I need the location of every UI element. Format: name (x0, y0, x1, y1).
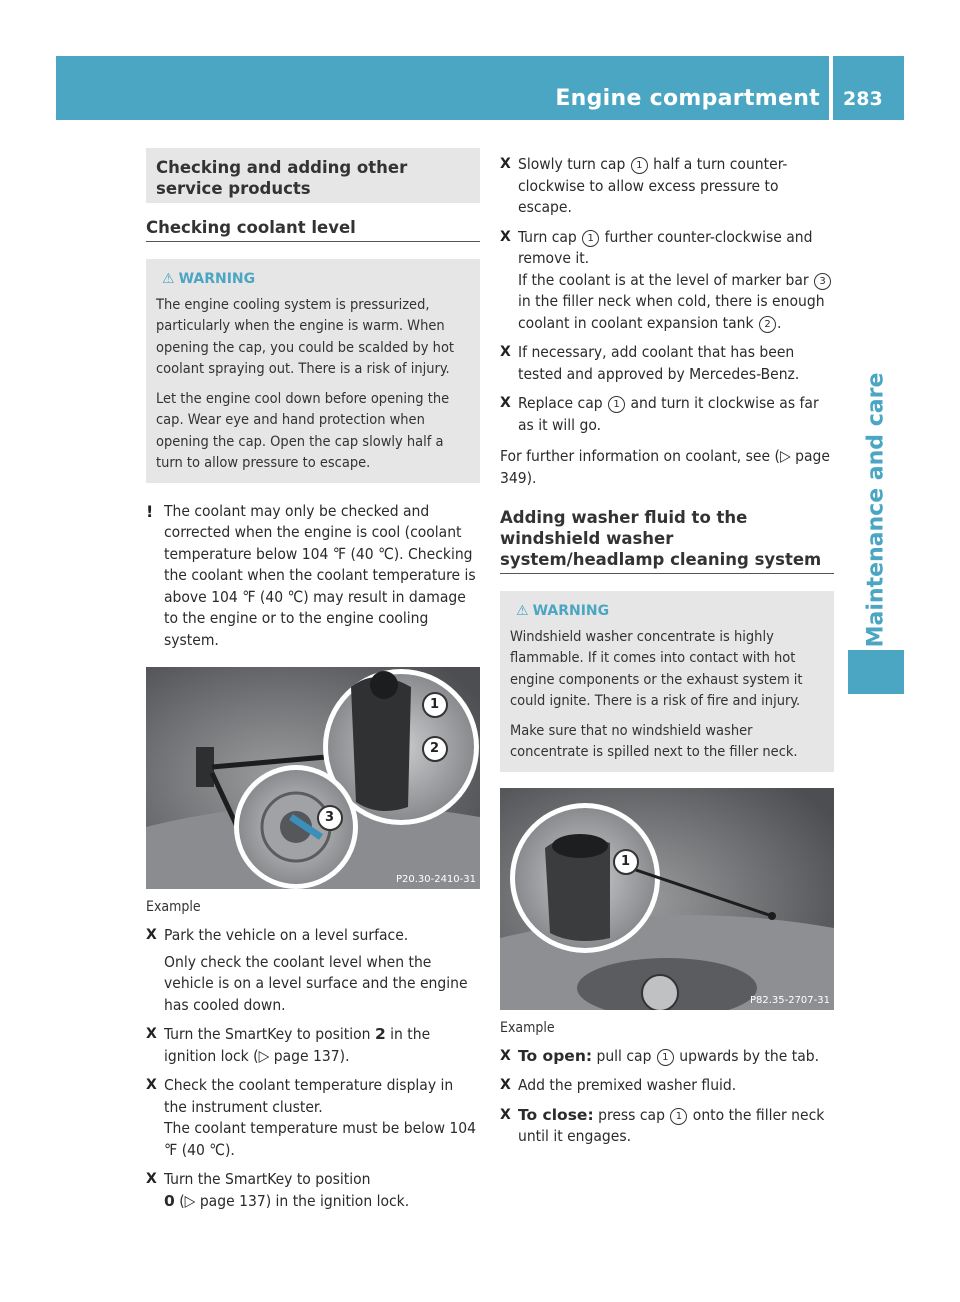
side-tab-label: Maintenance and care (863, 372, 889, 648)
warning-triangle-icon: ⚠ (162, 271, 175, 287)
warning-box-washer (500, 591, 834, 772)
chapter-title: Engine compartment (555, 86, 820, 111)
step-arrow-icon: X (500, 395, 511, 411)
step-arrow-icon: X (500, 1077, 511, 1093)
warning-box-coolant (146, 259, 480, 483)
step-arrow-icon: X (146, 1026, 157, 1042)
step-arrow-icon: X (500, 1106, 511, 1123)
warning-text-2: Let the engine cool down before opening the cap. Wear eye and hand protection when opening the cap. Open the cap slowly half a turn to allow pressure to escape. (156, 390, 450, 471)
step-arrow-icon: X (500, 156, 511, 172)
step-arrow-icon: X (500, 344, 511, 360)
exclamation-icon: ! (146, 501, 154, 521)
engine-photo-washer (500, 788, 834, 1010)
figure-caption: Example (500, 1019, 555, 1036)
step-check-display: X Check the coolant temperature display in the instrument cluster. The coolant temperature must be below 104 ℉ (40 ℃). (146, 1076, 477, 1159)
step-turn-cap-half: X Slowly turn cap 1 half a turn counter-clockwise to allow excess pressure to escape. (500, 155, 788, 216)
left-column (146, 148, 480, 1212)
figure-coolant (146, 667, 480, 889)
warning-text-1: Windshield washer concentrate is highly flammable. If it comes into contact with hot engine components or the exhaust system it could ignite. There is a risk of fire and injury. (510, 628, 803, 709)
step-arrow-icon: X (500, 228, 511, 245)
callout-2: 2 (430, 741, 440, 756)
step-arrow-icon: X (500, 1047, 511, 1064)
callout-1: 1 (430, 697, 440, 712)
step-arrow-icon: X (146, 1077, 157, 1093)
subheading-coolant: Checking coolant level (146, 217, 480, 242)
step-open-cap: X To open: pull cap 1 upwards by the tab. (500, 1046, 834, 1068)
step-arrow-icon: X (146, 927, 157, 943)
subheading-washer: Adding washer fluid to the windshield washer system/headlamp cleaning system (500, 507, 834, 574)
warning-label: WARNING (178, 271, 256, 287)
side-tab (848, 370, 904, 650)
step-park: X Park the vehicle on a level surface. Only check the coolant level when the vehicle is on a level surface and the engine has cooled down. (146, 926, 468, 1014)
warning-text-1: The engine cooling system is pressurized, particularly when the engine is warm. When opening the cap, you could be scalded by hot coolant spraying out. There is a risk of injury. (156, 296, 455, 377)
figure-code: P20.30-2410-31 (395, 874, 476, 885)
step-smartkey-2: X Turn the SmartKey to position 2 in the ignition lock (▷ page 137). (146, 1025, 431, 1065)
section-title: Checking and adding other service products (146, 148, 480, 203)
step-add-coolant: X If necessary, add coolant that has been tested and approved by Mercedes-Benz. (500, 343, 800, 383)
callout-1-ref: 1 (631, 157, 648, 174)
step-smartkey-0: X Turn the SmartKey to position 0 (▷ page 137) in the ignition lock. (146, 1170, 410, 1210)
warning-text-2: Make sure that no windshield washer concentrate is spilled next to the filler neck. (510, 722, 798, 760)
header-separator (829, 56, 833, 120)
callout-3: 3 (325, 810, 335, 825)
figure-code: P82.35-2707-31 (749, 994, 830, 1006)
step-add-washer-fluid: X Add the premixed washer fluid. (500, 1075, 834, 1097)
step-arrow-icon: X (146, 1171, 157, 1187)
note (146, 501, 480, 652)
further-info: For further information on coolant, see (▷ page 349). (500, 447, 830, 487)
callout-1: 1 (621, 853, 631, 869)
right-column (500, 148, 834, 1148)
page-number: 283 (843, 88, 883, 110)
step-remove-cap: X Turn cap 1 further counter-clockwise and remove it. If the coolant is at the level of marker bar 3 in the filler neck when cold, there is enough coolant in coolant expansion tank 2 . (500, 227, 834, 335)
side-tab-block (848, 650, 904, 694)
figure-caption: Example (146, 899, 201, 915)
step-close-cap: X To close: press cap 1 onto the filler neck until it engages. (500, 1105, 825, 1145)
warning-label: WARNING (532, 603, 610, 619)
figure-washer (500, 788, 834, 1010)
note-text: The coolant may only be checked and corrected when the engine is cool (coolant temperature below 104 ℉ (40 ℃). Checking the coolant when the coolant temperature is above 104 ℉ (40 ℃) may result in damage to the engine or to the engine cooling system. (164, 501, 476, 649)
step-replace-cap: X Replace cap 1 and turn it clockwise as far as it will go. (500, 394, 819, 434)
warning-triangle-icon: ⚠ (516, 603, 529, 619)
